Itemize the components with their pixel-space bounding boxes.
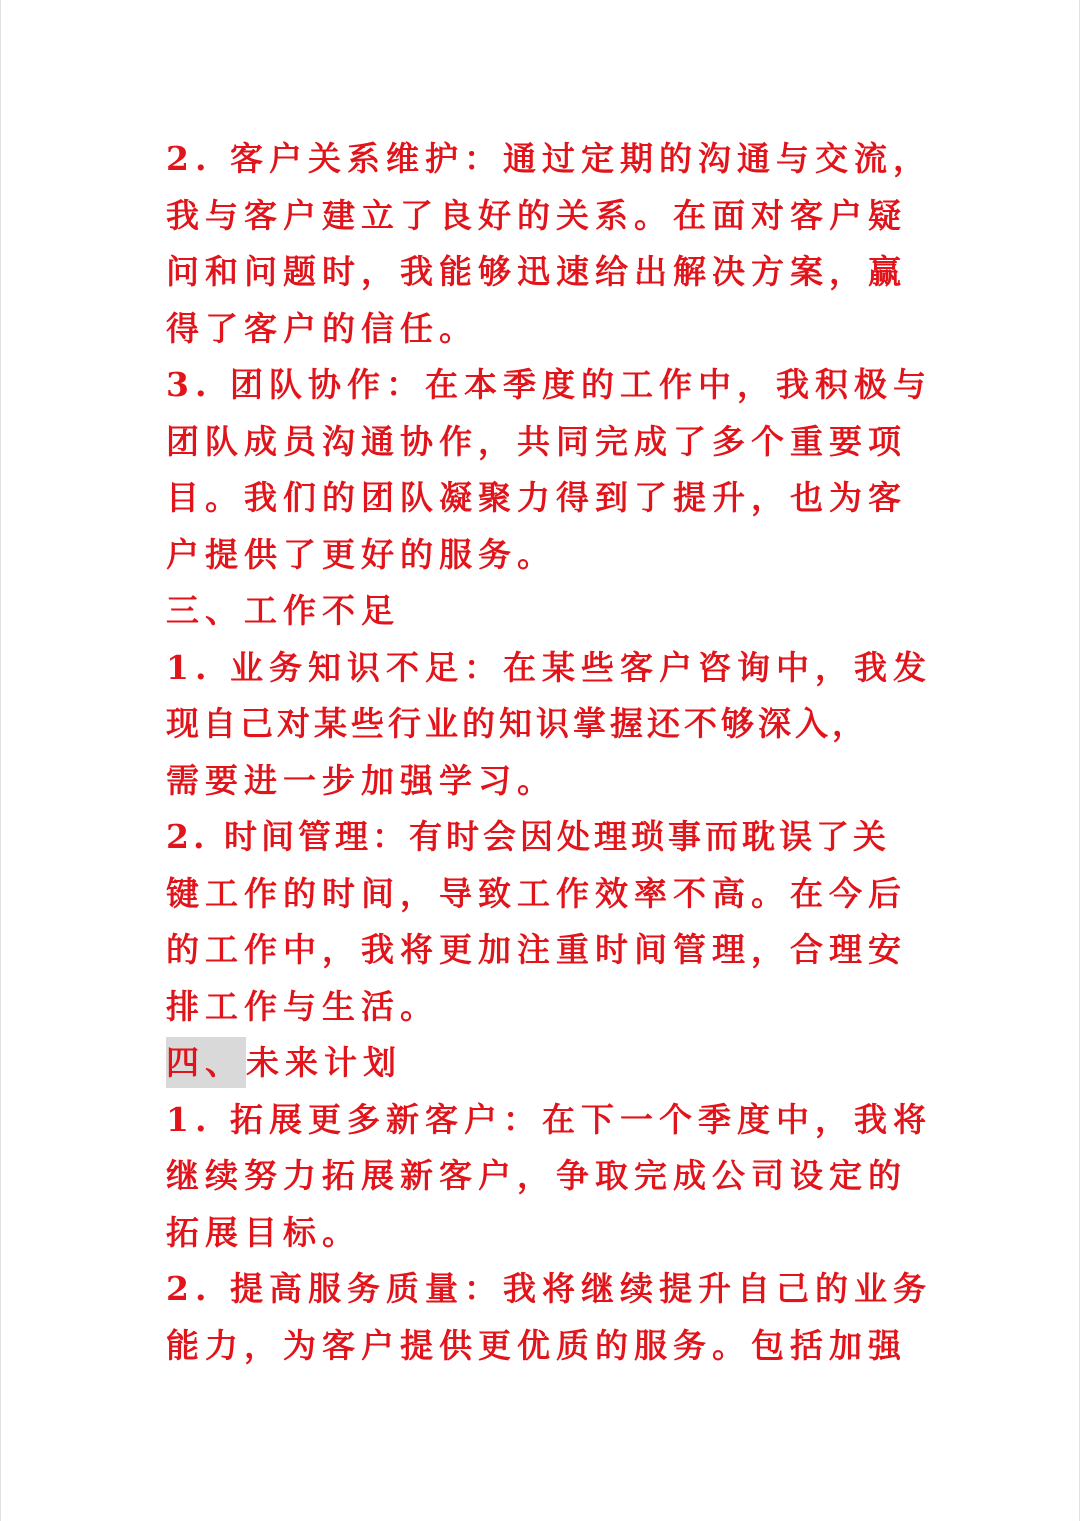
text-line: 1. 拓展更多新客户：在下一个季度中，我将 bbox=[166, 1099, 932, 1139]
text-line: 户提供了更好的服务。 bbox=[166, 534, 556, 574]
section-heading-four bbox=[166, 1035, 926, 1092]
text-line: 目。我们的团队凝聚力得到了提升，也为客 bbox=[166, 478, 907, 517]
text-line: 能力，为客户提供更优质的服务。包括加强 bbox=[166, 1325, 907, 1365]
text-line: 我与客户建立了良好的关系。在面对客户疑 bbox=[166, 195, 907, 235]
text-line: 拓展目标。 bbox=[166, 1212, 361, 1252]
section-heading-three: 三、工作不足 bbox=[166, 591, 400, 630]
text-line: 现自己对某些行业的知识掌握还不够深入， bbox=[166, 704, 869, 743]
text-line: 2. 时间管理：有时会因处理琐事而耽误了关 bbox=[166, 817, 890, 856]
selected-text-highlight[interactable]: 四、 bbox=[166, 1037, 246, 1088]
section-heading-four-rest: 未来计划 bbox=[246, 1043, 402, 1082]
text-line: 3. 团队协作：在本季度的工作中，我积极与 bbox=[166, 365, 932, 404]
text-line: 继续努力拓展新客户，争取完成公司设定的 bbox=[166, 1156, 907, 1195]
text-line: 2. 提高服务质量：我将继续提升自己的业务 bbox=[166, 1269, 932, 1308]
document-body bbox=[166, 131, 932, 1374]
text-line: 团队成员沟通协作，共同完成了多个重要项 bbox=[166, 421, 907, 461]
text-line: 的工作中，我将更加注重时间管理，合理安 bbox=[166, 930, 907, 969]
text-line: 得了客户的信任。 bbox=[166, 308, 478, 348]
text-line: 键工作的时间，导致工作效率不高。在今后 bbox=[166, 873, 907, 913]
text-line: 排工作与生活。 bbox=[166, 986, 439, 1026]
text-line: 问和问题时，我能够迅速给出解决方案，赢 bbox=[166, 252, 907, 291]
text-line: 2. 客户关系维护：通过定期的沟通与交流， bbox=[166, 139, 932, 178]
text-line: 1. 业务知识不足：在某些客户咨询中，我发 bbox=[166, 647, 932, 687]
text-line: 需要进一步加强学习。 bbox=[166, 760, 556, 800]
